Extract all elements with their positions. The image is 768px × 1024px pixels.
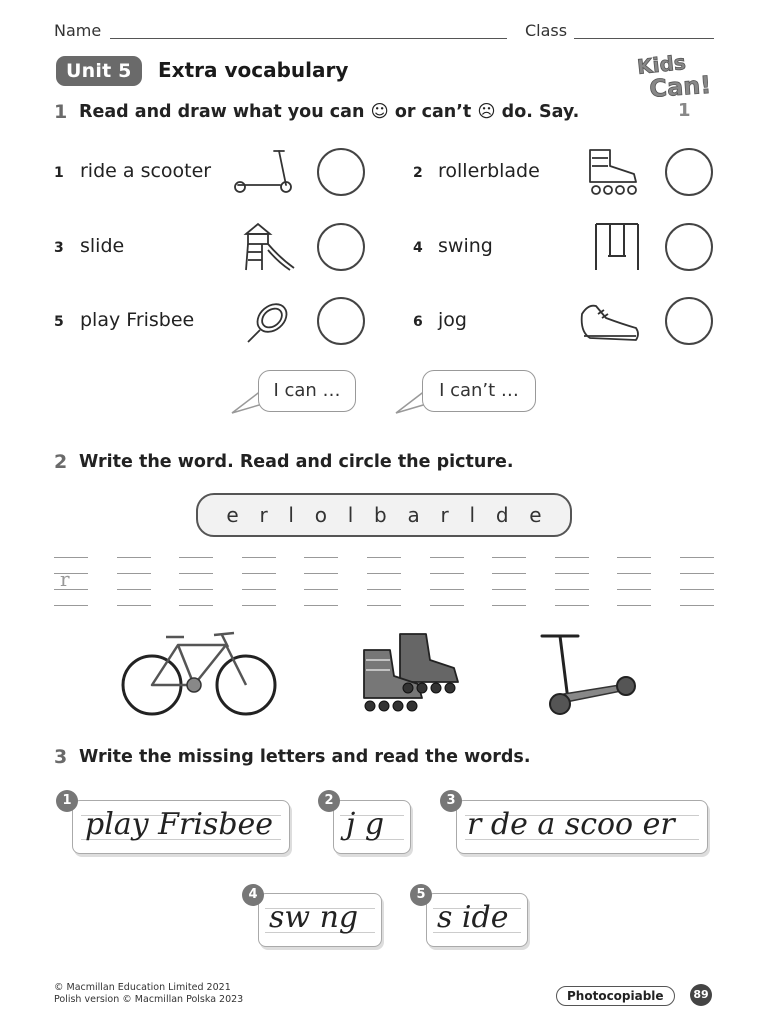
answer-circle[interactable] — [665, 223, 713, 271]
item-label: swing — [438, 235, 493, 257]
scooter-icon — [230, 145, 296, 197]
slot-line — [367, 589, 401, 590]
slot-line — [680, 557, 714, 558]
slot-line — [242, 573, 276, 574]
item-number-badge: 5 — [410, 884, 432, 906]
slot-line — [555, 557, 589, 558]
first-answer-letter: r — [60, 567, 70, 591]
logo-level: 1 — [678, 100, 691, 120]
scooter-picture-icon[interactable] — [538, 628, 642, 720]
letter: r — [259, 503, 268, 527]
slot-line — [54, 557, 88, 558]
frisbee-icon — [240, 296, 296, 348]
item-label: slide — [80, 235, 125, 257]
slot-line — [367, 557, 401, 558]
item-number: 6 — [413, 314, 423, 330]
cursive-item[interactable] — [72, 800, 290, 854]
slot-line — [117, 589, 151, 590]
slot-line — [555, 573, 589, 574]
slot-line — [617, 557, 651, 558]
letter: e — [226, 503, 239, 527]
instruction-part: do. Say. — [495, 102, 580, 122]
slot-line — [179, 557, 213, 558]
item-label: ride a scooter — [80, 160, 212, 182]
name-field[interactable] — [110, 38, 507, 39]
slot-line — [304, 589, 338, 590]
page-number: 89 — [690, 984, 712, 1006]
slot-line — [54, 605, 88, 606]
slot-line — [117, 573, 151, 574]
letter: d — [495, 503, 509, 527]
letter: l — [469, 503, 476, 527]
slot-line — [492, 589, 526, 590]
instruction-part: Read and draw what you can — [79, 102, 371, 122]
logo-line1: Kids — [636, 50, 687, 79]
slot-line — [680, 573, 714, 574]
item-number-badge: 3 — [440, 790, 462, 812]
slot-line — [617, 573, 651, 574]
slot-line — [430, 605, 464, 606]
answer-circle[interactable] — [317, 297, 365, 345]
photocopiable-badge: Photocopiable — [556, 986, 675, 1006]
happy-face-icon: ☺ — [370, 102, 389, 122]
copyright-line-2: Polish version © Macmillan Polska 2023 — [54, 994, 244, 1005]
answer-circle[interactable] — [665, 148, 713, 196]
item-number: 4 — [413, 240, 423, 256]
swing-icon — [592, 220, 642, 272]
answer-circle[interactable] — [317, 148, 365, 196]
item-number: 3 — [54, 240, 64, 256]
slot-line — [367, 605, 401, 606]
cursive-word: r de a scoo er — [467, 807, 675, 842]
cursive-item[interactable] — [333, 800, 411, 854]
cursive-word: play Frisbee — [85, 807, 274, 842]
exercise3-number: 3 — [54, 746, 68, 768]
slot-line — [304, 573, 338, 574]
item-label: jog — [438, 309, 467, 331]
item-label: rollerblade — [438, 160, 540, 182]
slot-line — [304, 557, 338, 558]
slot-line — [117, 557, 151, 558]
slot-line — [242, 557, 276, 558]
slot-line — [430, 589, 464, 590]
copyright-line-1: © Macmillan Education Limited 2021 — [54, 982, 231, 993]
slot-line — [242, 589, 276, 590]
slot-line — [430, 557, 464, 558]
item-number-badge: 4 — [242, 884, 264, 906]
slot-line — [492, 573, 526, 574]
exercise2-number: 2 — [54, 451, 68, 473]
letter: a — [407, 503, 420, 527]
slot-line — [617, 605, 651, 606]
cursive-word: s ide — [437, 900, 509, 935]
name-label: Name — [54, 21, 102, 40]
kids-can-logo — [632, 50, 722, 120]
item-number-badge: 1 — [56, 790, 78, 812]
cursive-item[interactable] — [456, 800, 708, 854]
item-number: 1 — [54, 165, 64, 181]
slot-line — [680, 605, 714, 606]
slot-line — [304, 605, 338, 606]
exercise3-instruction: Write the missing letters and read the words. — [79, 747, 531, 767]
slot-line — [555, 605, 589, 606]
bicycle-icon[interactable] — [118, 625, 280, 719]
letter: l — [288, 503, 294, 527]
letter: l — [347, 503, 354, 527]
speech-bubble-cant: I can’t … — [422, 370, 536, 412]
cursive-word: sw ng — [269, 900, 359, 935]
slot-line — [555, 589, 589, 590]
class-label: Class — [525, 21, 568, 40]
answer-circle[interactable] — [317, 223, 365, 271]
letter: b — [374, 503, 387, 527]
shoe-icon — [578, 296, 644, 348]
rollerblade-icon — [582, 146, 644, 198]
speech-bubble-can: I can … — [258, 370, 356, 412]
unit-badge: Unit 5 — [56, 56, 142, 86]
cursive-item[interactable] — [258, 893, 382, 947]
item-label: play Frisbee — [80, 309, 195, 331]
slot-line — [617, 589, 651, 590]
exercise1-number: 1 — [54, 101, 68, 123]
unit-title: Extra vocabulary — [158, 58, 349, 82]
slot-grid — [54, 557, 714, 609]
class-field[interactable] — [574, 38, 714, 39]
sad-face-icon: ☹ — [477, 102, 496, 122]
slot-line — [179, 589, 213, 590]
cursive-item[interactable] — [426, 893, 528, 947]
item-number: 2 — [413, 165, 423, 181]
item-number-badge: 2 — [318, 790, 340, 812]
slot-line — [179, 605, 213, 606]
writing-slots[interactable] — [54, 557, 714, 609]
answer-circle[interactable] — [665, 297, 713, 345]
slot-line — [242, 605, 276, 606]
instruction-part: or can’t — [388, 102, 478, 122]
exercise1-instruction — [79, 102, 579, 122]
item-number: 5 — [54, 314, 64, 330]
slot-line — [430, 573, 464, 574]
slot-line — [367, 573, 401, 574]
slot-line — [179, 573, 213, 574]
letter: r — [440, 503, 449, 527]
exercise2-instruction: Write the word. Read and circle the picture. — [79, 452, 514, 472]
cursive-word: j g — [346, 807, 385, 842]
rollerblades-icon[interactable] — [350, 630, 462, 716]
slot-line — [117, 605, 151, 606]
scrambled-letters — [196, 493, 572, 537]
slide-icon — [240, 220, 296, 272]
slot-line — [492, 557, 526, 558]
logo-line2: Can! — [648, 70, 713, 103]
letter: o — [314, 503, 327, 527]
letter: e — [529, 503, 542, 527]
slot-line — [492, 605, 526, 606]
slot-line — [680, 589, 714, 590]
